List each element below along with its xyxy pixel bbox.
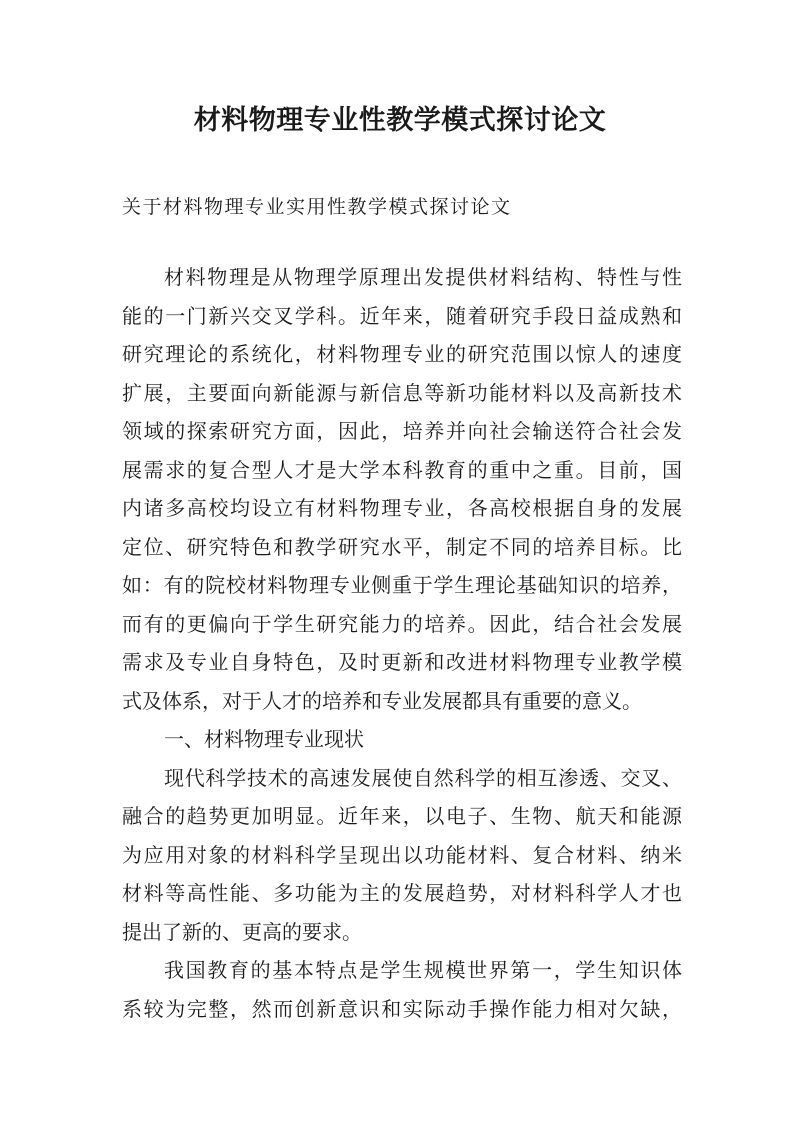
section-heading: 一、材料物理专业现状: [164, 727, 364, 751]
body-text: [122, 258, 682, 1028]
paragraph-line: 领域的探索研究方面，因此，培养并向社会输送符合社会发: [122, 419, 682, 443]
paragraph-line: 我国教育的基本特点是学生规模世界第一，学生知识体: [164, 958, 682, 982]
paragraph-line: 式及体系，对于人才的培养和专业发展都具有重要的意义。: [122, 688, 642, 713]
paragraph-line: 系较为完整，然而创新意识和实际动手操作能力相对欠缺，: [122, 996, 682, 1021]
paragraph-line: 需求及专业自身特色，及时更新和改进材料物理专业教学模: [122, 650, 682, 674]
paragraph-line: 定位、研究特色和教学研究水平，制定不同的培养目标。比: [122, 534, 682, 559]
paragraph-line: 能的一门新兴交叉学科。近年来，随着研究手段日益成熟和: [122, 303, 682, 328]
paragraph-line: 提出了新的、更高的要求。: [122, 919, 362, 944]
paragraph-line: 材料物理是从物理学原理出发提供材料结构、特性与性: [164, 265, 682, 289]
paragraph-line: 材料等高性能、多功能为主的发展趋势，对材料科学人才也: [122, 881, 682, 905]
subtitle: 关于材料物理专业实用性教学模式探讨论文: [122, 196, 512, 218]
paragraph-line: 如：有的院校材料物理专业侧重于学生理论基础知识的培养，: [122, 573, 682, 597]
page-title: 材料物理专业性教学模式探讨论文: [193, 105, 607, 136]
paragraph-line: 研究理论的系统化，材料物理专业的研究范围以惊人的速度: [122, 342, 682, 366]
paragraph-line: 现代科学技术的高速发展使自然科学的相互渗透、交叉、: [164, 765, 682, 790]
paragraph-line: 为应用对象的材料科学呈现出以功能材料、复合材料、纳米: [122, 842, 682, 867]
paragraph-line: 内诸多高校均设立有材料物理专业，各高校根据自身的发展: [122, 496, 682, 520]
paragraph-line: 而有的更偏向于学生研究能力的培养。因此，结合社会发展: [122, 611, 682, 636]
paragraph-line: 融合的趋势更加明显。近年来，以电子、生物、航天和能源: [122, 804, 682, 828]
paragraph-line: 扩展，主要面向新能源与新信息等新功能材料以及高新技术: [122, 380, 682, 405]
paragraph-line: 展需求的复合型人才是大学本科教育的重中之重。目前，国: [122, 457, 682, 482]
